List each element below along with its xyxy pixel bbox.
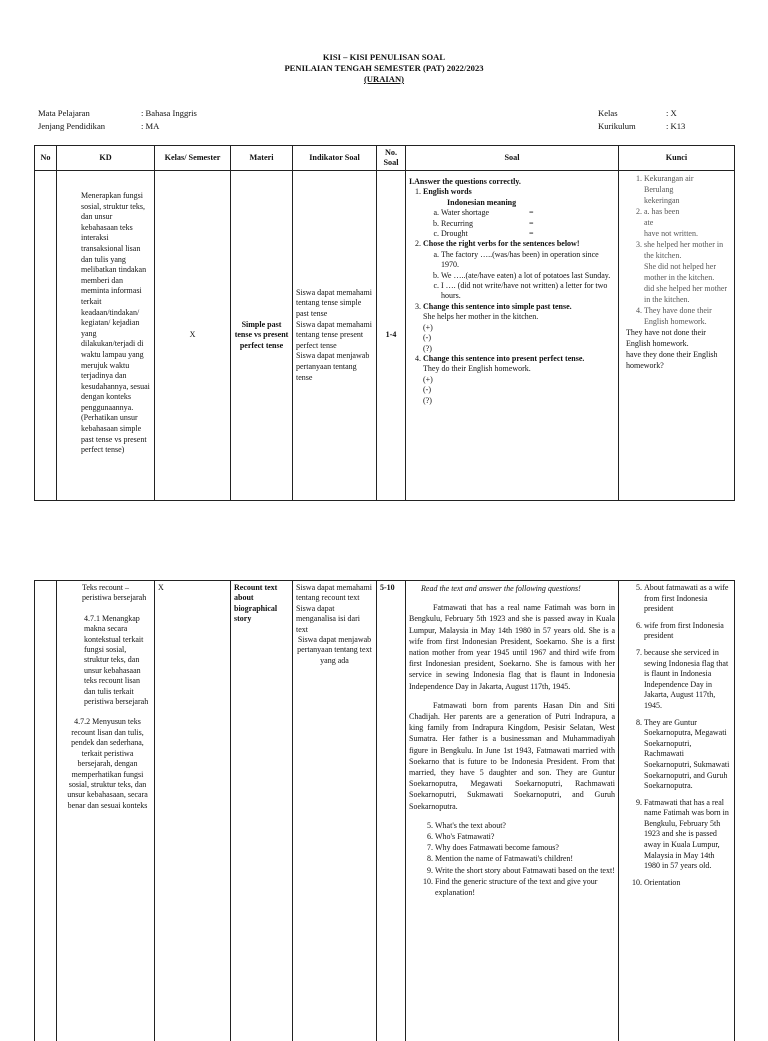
answer-item: 1. Kekurangan air Berulang kekeringan	[644, 173, 731, 206]
col-kd: KD	[57, 146, 155, 171]
meta-left	[38, 107, 197, 133]
cell-indikator	[293, 581, 377, 1041]
question-item: 1. English words Indonesian meaning a. Water shortage = b. Recurring = c. Drought =	[423, 187, 615, 239]
col-soal: Soal	[406, 146, 619, 171]
meta-curriculum: Kurikulum : K13	[598, 121, 686, 131]
cell-kunci	[619, 171, 735, 501]
answer-item: 8. They are Guntur Soekarnoputra, Megawati Soekarnoputri, Rachmawati Soekarnoputri, Sukmawati Soekarnoputri, and Guruh Soekarnoputra.	[644, 718, 731, 792]
indikator-item: Siswa dapat menjawab pertanyaan tentang text yang ada	[297, 635, 372, 665]
question-item: 2. Chose the right verbs for the sentences below! a. The factory …..(was/has been) in operation since 1970. b. We …..(ate/have eaten) a lot of potatoes last Sunday. c. I …. (did not write/have not written) a letter for two hours.	[423, 239, 615, 301]
meta-class: Kelas : X	[598, 108, 677, 118]
question-list	[409, 820, 615, 898]
question-item: 10. Find the generic structure of the text and give your explanation!	[435, 876, 615, 898]
cell-soal	[406, 171, 619, 501]
cell-materi: Recount text about biographical story	[231, 581, 293, 1041]
question-item: 4. Change this sentence into present perfect tense. They do their English homework. (+) (-) (?)	[423, 354, 615, 406]
title-line-3: (URAIAN)	[363, 74, 405, 84]
cell-no-soal: 1-4	[377, 171, 406, 501]
col-kunci: Kunci	[619, 146, 735, 171]
table-header-row	[35, 146, 735, 171]
meta-level: Jenjang Pendidikan : MA	[38, 121, 160, 131]
answer-item: 4. They have done their English homework. They have not done their English homework. have they done their English homework?	[644, 305, 731, 371]
cell-kelas: X	[155, 171, 231, 501]
indikator-item: Siswa dapat memahami tentang recount text	[296, 583, 372, 603]
reading-instruction: Read the text and answer the following questions!	[421, 584, 581, 593]
vocab-item: c. Drought =	[441, 229, 615, 239]
cell-kunci	[619, 581, 735, 1041]
question-item: 7. Why does Fatmawati become famous?	[435, 842, 615, 853]
answer-item: 10. Orientation	[644, 878, 731, 889]
kisi-table-1	[34, 145, 735, 501]
indikator-item: Siswa dapat menganalisa isi dari text	[296, 603, 360, 634]
kd-intro: Teks recount – peristiwa bersejarah	[82, 583, 147, 603]
vocab-item: b. Recurring =	[441, 219, 615, 229]
cell-kd	[57, 581, 155, 1041]
document-title	[0, 52, 768, 85]
col-no-soal: No. Soal	[377, 146, 406, 171]
soal-heading: I.Answer the questions correctly.	[409, 177, 521, 186]
meta-right	[598, 107, 685, 133]
answer-item: 5. About fatmawati as a wife from first Indonesia president	[644, 583, 731, 615]
col-materi: Materi	[231, 146, 293, 171]
cell-no	[35, 581, 57, 1041]
cell-kelas: X	[155, 581, 231, 1041]
col-no: No	[35, 146, 57, 171]
question-item: 8. Mention the name of Fatmawati's children!	[435, 853, 615, 864]
cell-no-soal: 5-10	[377, 581, 406, 1041]
vocab-item: a. Water shortage =	[441, 208, 615, 218]
cell-soal	[406, 581, 619, 1041]
table-row	[35, 171, 735, 501]
indikator-item: Siswa dapat memahami tentang tense present perfect tense	[296, 319, 372, 350]
kd-471: 4.7.1 Menangkap makna secara kontekstual terkait fungsi sosial, struktur teks, dan unsur kebahasaan teks recount lisan dan tulis terkait peristiwa bersejarah	[84, 613, 149, 707]
cell-kd: Menerapkan fungsi sosial, struktur teks, dan unsur kebahasaan teks interaksi transaksional lisan dan tulis yang melibatkan tindakan memberi dan meminta informasi terkait keadaan/tindakan/ kegiatan/ kejadian yang dilakukan/terjadi di waktu lampau yang merujuk waktu terjadinya dan kesudahannya, sesuai dengan konteks penggunaannya. (Perhatikan unsur kebahasaan simple past tense vs present perfect tense)	[57, 171, 155, 501]
cell-no	[35, 171, 57, 501]
title-line-1: KISI – KISI PENULISAN SOAL	[322, 52, 446, 62]
answer-list	[622, 583, 731, 888]
col-kelas: Kelas/ Semester	[155, 146, 231, 171]
title-line-2: PENILAIAN TENGAH SEMESTER (PAT) 2022/2023	[284, 63, 484, 73]
col-indikator: Indikator Soal	[293, 146, 377, 171]
answer-item: 3. she helped her mother in the kitchen. She did not helped her mother in the kitchen. did she helped her mother in the kitchen.	[644, 239, 731, 305]
table-row	[35, 581, 735, 1041]
answer-item: 2. a. has been ate have not written.	[644, 206, 731, 239]
indikator-item: Siswa dapat memahami tentang tense simple past tense	[296, 287, 372, 319]
indikator-item: Siswa dapat menjawab pertanyaan tentang tense	[296, 351, 370, 382]
story-paragraph: Fatmawati born from parents Hasan Din and Siti Chadijah. Her parents are a generation of Putri Indrapura, a king family from Indrapura Kingdom, Pesisir Selatan, West Sumatra. Her father is a businessman and Muhammadiyah figure in Bengkulu. In June 1st 1943, Fatmawati married with Soekarno that is future to be Indonesia President. From that married, they have 5 daughter and son. They are Guntur Soekarnoputra, Megawati Soekarnoputri, Rachmawati Soekarnoputri, Sukmawati Soekarnoputri, and Guruh Soekarnoputra.	[409, 700, 615, 811]
kd-472: 4.7.2 Menyusun teks recount lisan dan tulis, pendek dan sederhana, terkait peristiwa bersejarah, dengan memperhatikan fungsi sosial, struktur teks, dan unsur kebahasaan, secara benar dan sesuai konteks	[67, 717, 148, 810]
question-item: 9. Write the short story about Fatmawati based on the text!	[435, 865, 615, 876]
kisi-table-2	[34, 580, 735, 1041]
cell-indikator	[293, 171, 377, 501]
question-item: 5. What's the text about?	[435, 820, 615, 831]
cell-materi: Simple past tense vs present perfect tense	[231, 171, 293, 501]
question-item: 6. Who's Fatmawati?	[435, 831, 615, 842]
answer-item: 7. because she serviced in sewing Indonesia flag that is flaunt in Indonesia Independence Day in Jakarta, August 117th, 1945.	[644, 648, 731, 712]
meta-subject: Mata Pelajaran : Bahasa Inggris	[38, 108, 197, 118]
story-paragraph: Fatmawati that has a real name Fatimah was born in Bengkulu, February 5th 1923 and she is passed away in Kuala Lumpur, Malaysia in May 14th 1980 in 57 years old. She is a wife from first Indonesian President, Soekarno. She is a first nation mother from year 1945 until 1967 and third wife from first Indonesian president, Soekarno. She is famous with her service in sewing Indonesia flag that is flaunt in Indonesia Independence Day in Jakarta, August 117th, 1945.	[409, 603, 615, 691]
answer-item: 6. wife from first Indonesia president	[644, 621, 731, 642]
answer-item: 9. Fatmawati that has a real name Fatimah was born in Bengkulu, February 5th 1923 and she is passed away in Kuala Lumpur, Malaysia in May 14th 1980 in 57 years old.	[644, 798, 731, 872]
question-item: 3. Change this sentence into simple past tense. She helps her mother in the kitchen. (+) (-) (?)	[423, 302, 615, 354]
